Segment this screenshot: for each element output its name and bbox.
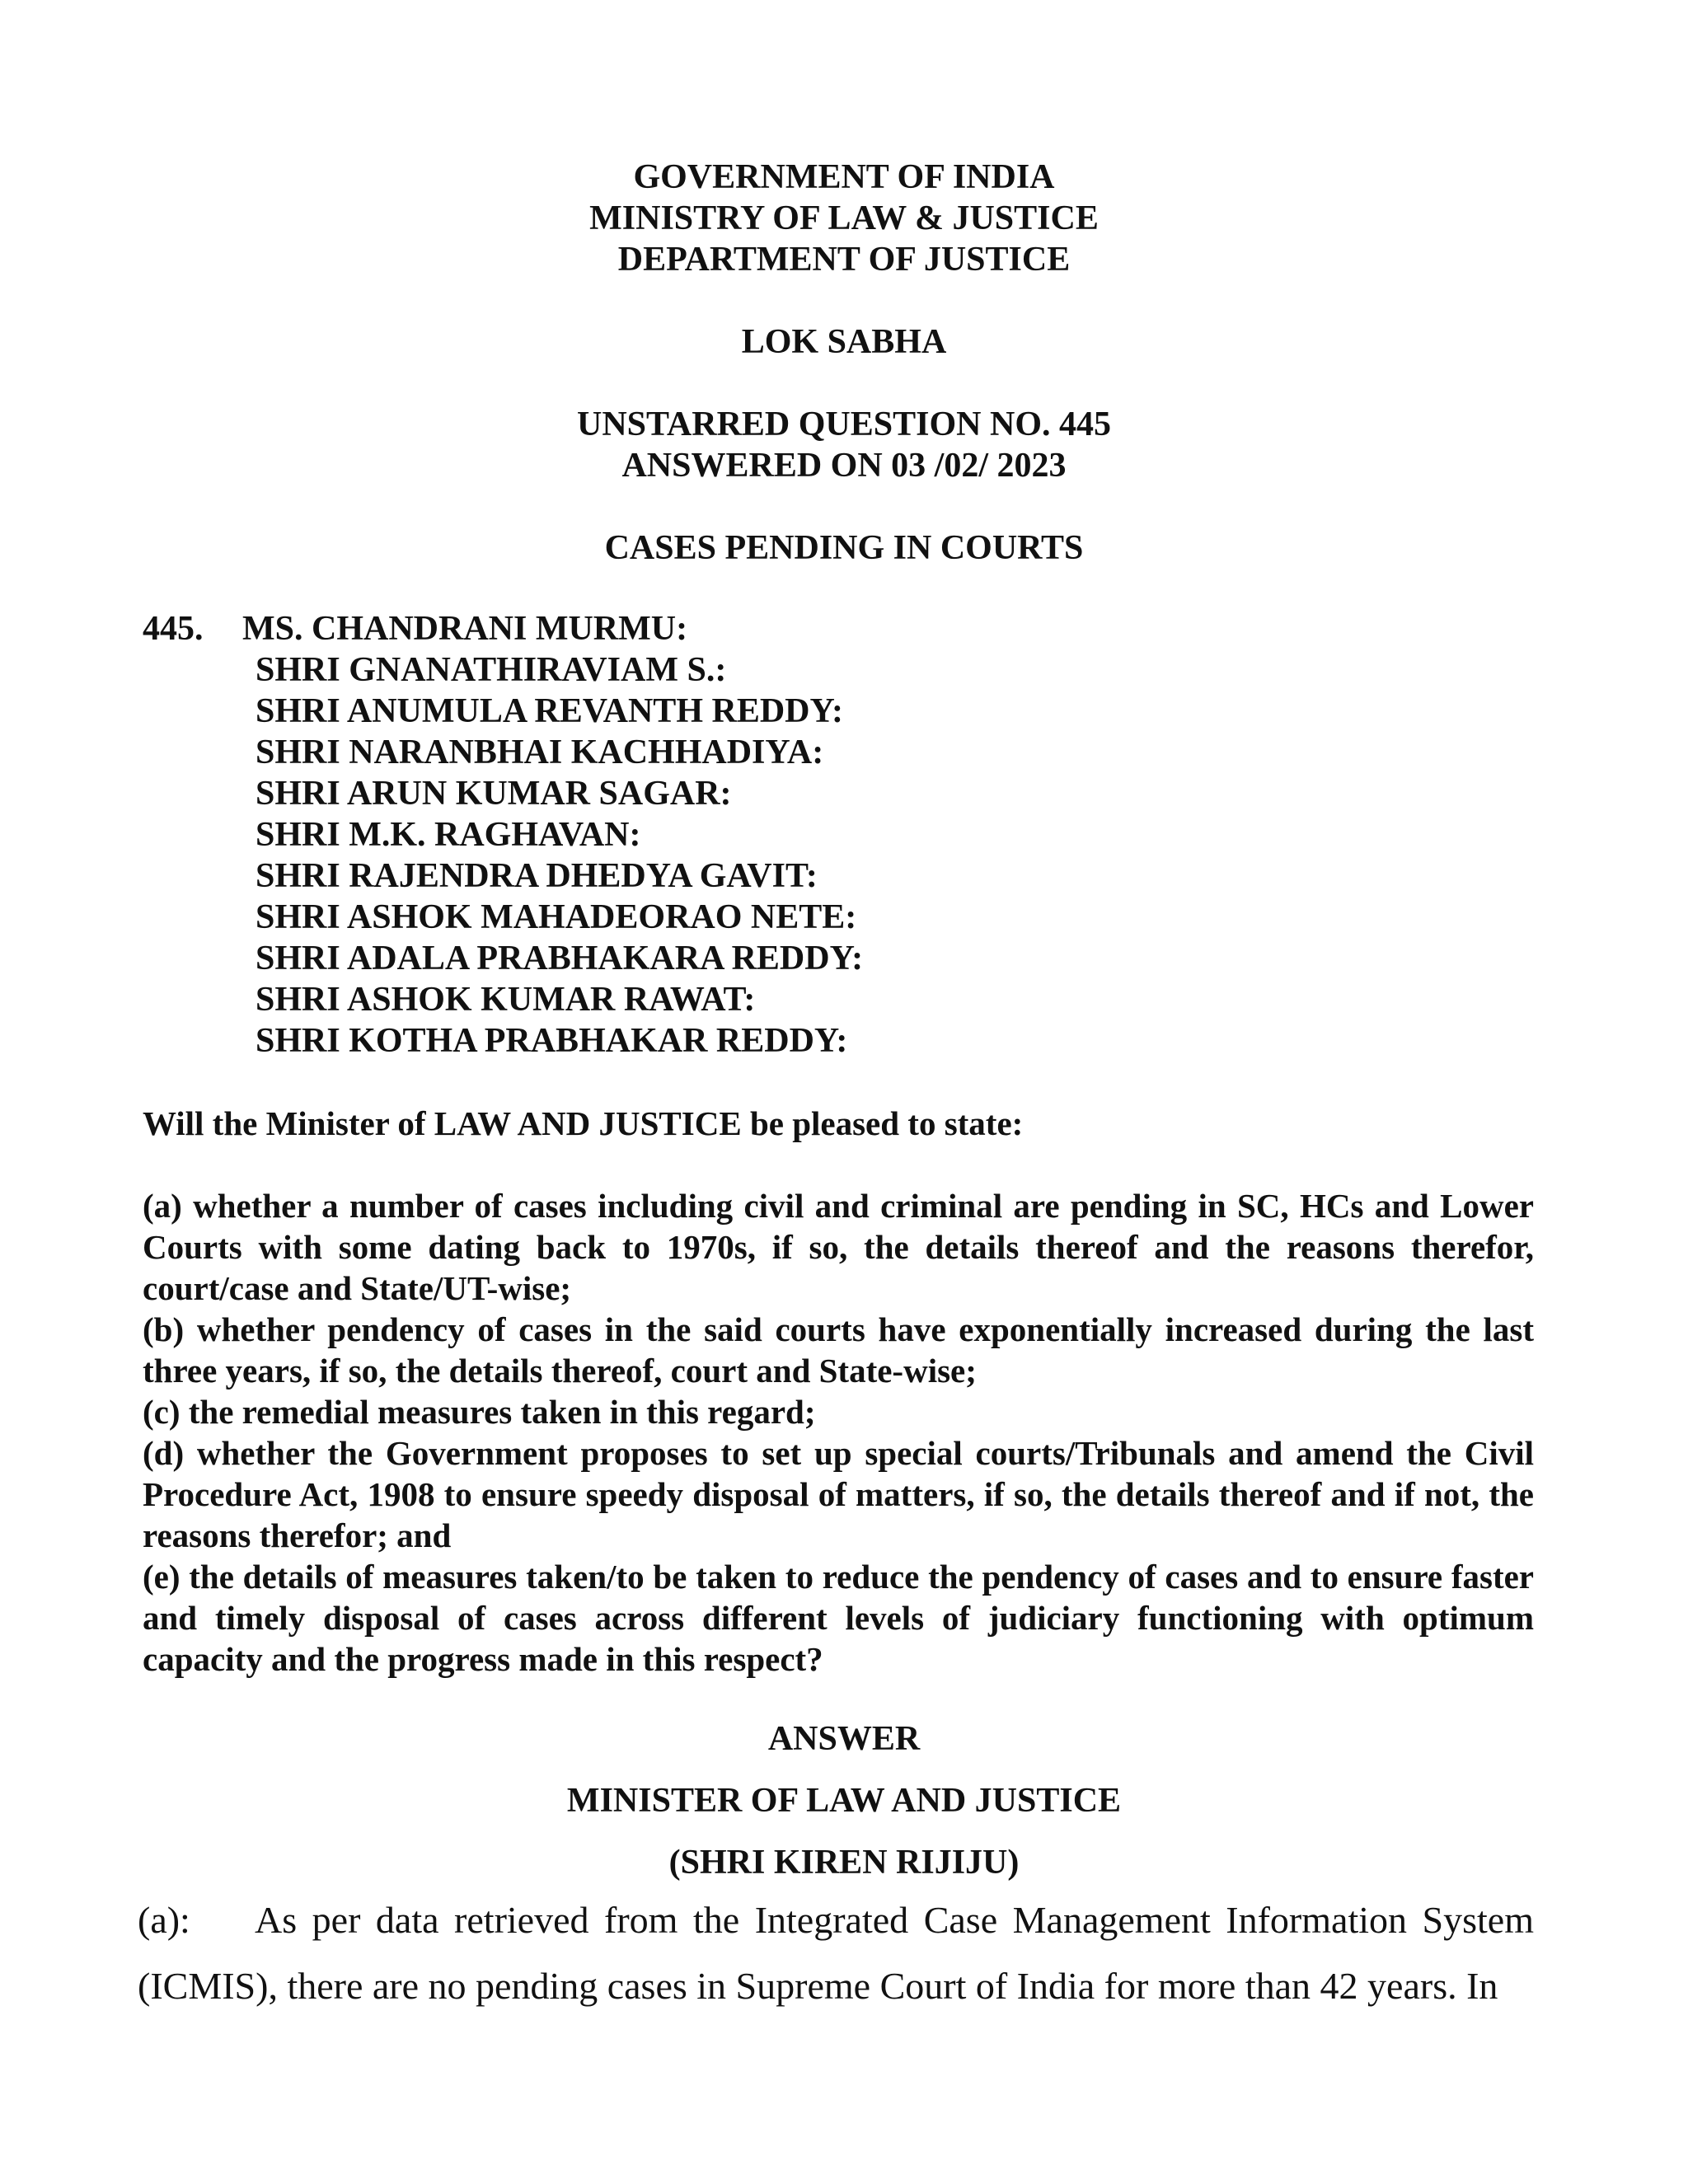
member-name: SHRI ANUMULA REVANTH REDDY: [256,692,843,730]
house-name: LOK SABHA [741,323,947,361]
answer-heading: ANSWER [767,1720,921,1758]
member-name: MS. CHANDRANI MURMU: [242,610,688,648]
header-department: DEPARTMENT OF JUSTICE [617,241,1071,279]
question-part-a: (a) whether a number of cases including civil and criminal are pending in SC, HCs and Lower Courts with some dating back to 1970s, if so, the details thereof and the reasons therefor, court/case and State/UT-wise; [143,1187,1534,1307]
answer-paragraph-a [138,1887,1534,2019]
question-intro: Will the Minister of LAW AND JUSTICE be pleased to state: [143,1104,1024,1142]
header-government: GOVERNMENT OF INDIA [633,158,1055,196]
question-parts [143,1185,1534,1680]
question-part-d: (d) whether the Government proposes to set up special courts/Tribunals and amend the Civil Procedure Act, 1908 to ensure speedy disposal of matters, if so, the details thereof and if not, the reasons therefor; and [143,1434,1534,1554]
answered-on-date: ANSWERED ON 03 /02/ 2023 [621,447,1067,485]
question-part-e: (e) the details of measures taken/to be taken to reduce the pendency of cases and to ensure faster and timely disposal of cases across different levels of judiciary functioning with optimum capacity and the progress made in this respect? [143,1558,1534,1678]
question-number: 445. [143,610,204,648]
member-name: SHRI NARANBHAI KACHHADIYA: [256,733,824,771]
member-name: SHRI ADALA PRABHAKARA REDDY: [256,940,864,977]
member-name: SHRI ASHOK MAHADEORAO NETE: [256,898,857,936]
member-name: SHRI ARUN KUMAR SAGAR: [256,775,732,813]
answer-label-a: (a): [138,1899,190,1941]
question-number-heading: UNSTARRED QUESTION NO. 445 [577,405,1111,443]
member-name: SHRI GNANATHIRAVIAM S.: [256,651,727,689]
member-name: SHRI M.K. RAGHAVAN: [256,816,641,854]
question-subject: CASES PENDING IN COURTS [604,529,1084,567]
question-part-c: (c) the remedial measures taken in this regard; [143,1393,816,1431]
answer-text-a: As per data retrieved from the Integrated Case Management Information System (ICMIS), there are no pending cases in Supreme Court of India for more than 42 years. In [138,1899,1534,2007]
header-ministry: MINISTRY OF LAW & JUSTICE [589,199,1099,237]
answering-minister: MINISTER OF LAW AND JUSTICE [566,1782,1122,1820]
member-name: SHRI KOTHA PRABHAKAR REDDY: [256,1022,848,1060]
question-part-b: (b) whether pendency of cases in the said courts have exponentially increased during the last three years, if so, the details thereof, court and State-wise; [143,1310,1534,1390]
member-name: SHRI RAJENDRA DHEDYA GAVIT: [256,857,818,895]
member-name: SHRI ASHOK KUMAR RAWAT: [256,981,756,1019]
minister-name: (SHRI KIREN RIJIJU) [668,1844,1020,1882]
